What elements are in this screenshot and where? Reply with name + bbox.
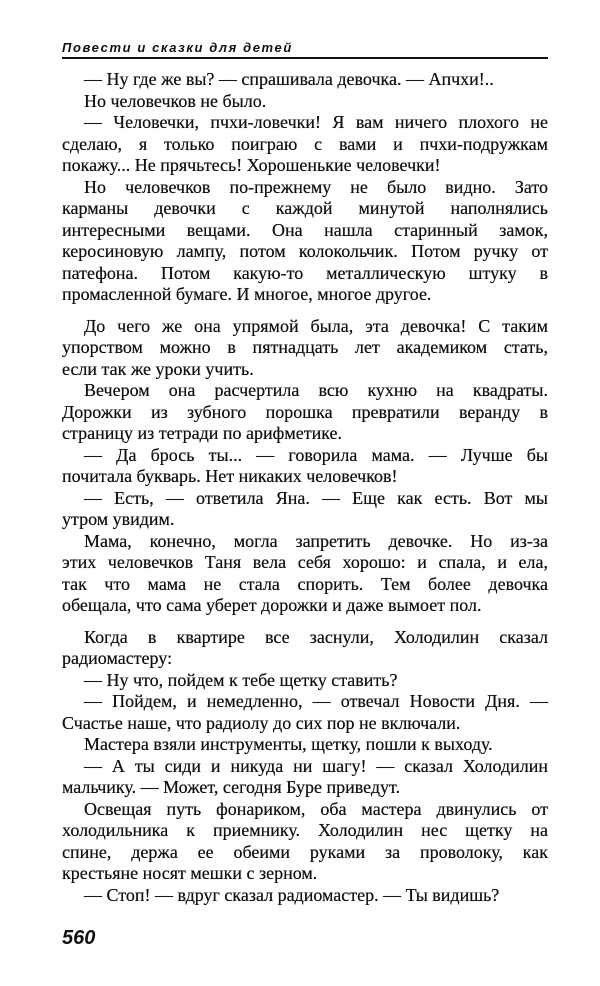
text-line: обещала, что сама уберет дорожки и даже вымоет пол. [62, 595, 482, 615]
text-line: — Стоп! — вдруг сказал радиомастер. — Ты видишь? [84, 884, 500, 905]
paragraph [62, 445, 548, 488]
paragraph [62, 531, 548, 617]
paragraph [62, 756, 548, 799]
paragraph [62, 670, 548, 692]
paragraph [62, 799, 548, 885]
text-line: этих человечков Таня вела себя хорошо: и спала, и ела, [62, 552, 548, 572]
text-line: сделаю, я только поиграю с вами и пчхи-подружкам [62, 133, 548, 154]
text-line: карманы девочки с каждой минутой наполнялись [62, 198, 548, 218]
paragraph [62, 691, 548, 734]
running-header [62, 40, 548, 59]
text-line: упорством можно в пятнадцать лет академиком стать, [62, 337, 548, 357]
text-line: крестьяне носят мешки с зерном. [62, 863, 318, 883]
text-line: керосиновую лампу, потом колокольчик. Потом ручку от [62, 241, 548, 261]
text-section [62, 627, 548, 907]
paragraph [62, 488, 548, 531]
text-line: почитала букварь. Нет никаких человечков! [62, 466, 398, 486]
text-line: радиомастеру: [62, 648, 173, 668]
text-line: мальчику. — Может, сегодня Буре приведут. [62, 777, 401, 797]
paragraph [62, 112, 548, 177]
text-line: Счастье наше, что радиолу до сих пор не включали. [62, 712, 461, 733]
paragraph [62, 177, 548, 306]
text-line: — Есть, — ответила Яна. — Еще как есть. Вот мы [84, 487, 548, 508]
text-line: — Ну что, пойдем к тебе щетку ставить? [84, 669, 398, 690]
paragraph [62, 380, 548, 445]
text-line: Вечером она расчертила всю кухню на квадраты. [84, 380, 548, 400]
paragraph [62, 627, 548, 670]
paragraph [62, 69, 548, 91]
page-number: 560 [62, 927, 96, 949]
text-line: если так же уроки учить. [62, 358, 254, 379]
text-line: Мама, конечно, могла запретить девочке. Но из-за [84, 530, 548, 551]
text-line: спине, держа ее обеими руками за проволоку, как [62, 841, 548, 862]
text-line: Но человечков не было. [84, 90, 267, 111]
text-line: — Человечки, пчхи-ловечки! Я вам ничего плохого не [84, 112, 548, 132]
text-line: До чего же она упрямой была, эта девочка! С таким [84, 315, 548, 336]
header-rule [62, 57, 548, 59]
paragraph [62, 316, 548, 381]
text-line: утром увидим. [62, 509, 175, 529]
text-section [62, 316, 548, 617]
paragraph [62, 885, 548, 907]
text-line: — А ты сиди и никуда ни шагу! — сказал Холодилин [84, 755, 548, 776]
text-line: — Ну где же вы? — спрашивала девочка. — Апчхи!.. [84, 69, 494, 89]
text-line: Мастера взяли инструменты, щетку, пошли к выходу. [84, 734, 493, 754]
text-line: холодильника к приемнику. Холодилин нес щетку на [62, 820, 548, 840]
text-line: — Да брось ты... — говорила мама. — Лучше бы [84, 444, 548, 465]
paragraph [62, 91, 548, 113]
text-line: так что мама не стала спорить. Тем более девочка [62, 573, 548, 594]
text-line: промасленной бумаге. И многое, многое другое. [62, 284, 432, 304]
text-line: — Пойдем, и немедленно, — отвечал Новости Дня. — [84, 691, 548, 711]
text-line: Дорожки из зубного порошка превратили веранду в [62, 401, 548, 422]
text-line: покажу... Не прячьтесь! Хорошенькие человечки! [62, 155, 441, 175]
text-section [62, 69, 548, 306]
text-line: Когда в квартире все заснули, Холодилин сказал [84, 626, 548, 647]
paragraph [62, 734, 548, 756]
text-line: Но человечков по-прежнему не было видно. Зато [84, 176, 548, 197]
text-line: патефона. Потом какую-то металлическую штуку в [62, 262, 548, 283]
page-body [62, 69, 548, 916]
text-line: Освещая путь фонариком, оба мастера двинулись от [84, 798, 548, 819]
text-line: интересными вещами. Она нашла старинный замок, [62, 219, 548, 240]
text-line: страницу из тетради по арифметике. [62, 423, 343, 443]
running-title: Повести и сказки для детей [62, 40, 293, 55]
